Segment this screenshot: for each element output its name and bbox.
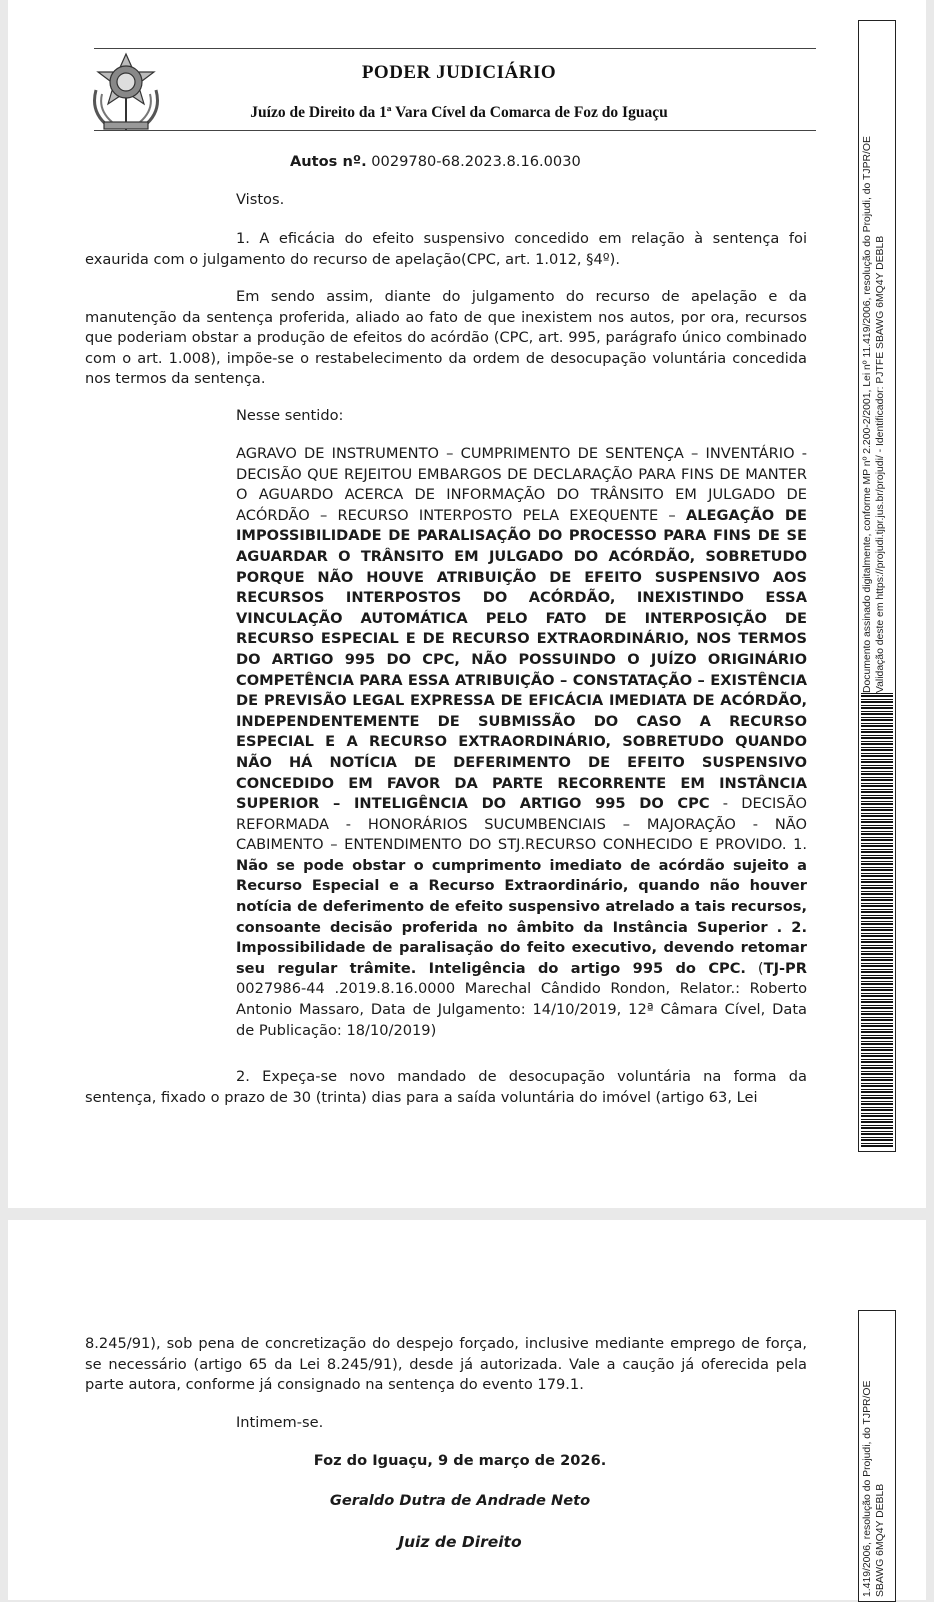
header-rule-bottom: [94, 130, 816, 131]
digital-signature-stamp-2: [858, 1310, 896, 1602]
case-number: [290, 152, 581, 173]
quote-part-c: - DECISÃO REFORMADA - HONORÁRIOS SUCUMBENCIAIS – MAJORAÇÃO - NÃO CABIMENTO – ENTENDIMENTO DO STJ.RECURSO CONHECIDO E PROVIDO. 1.: [236, 795, 808, 854]
document-page-1: [8, 0, 926, 1208]
quote-part-d: Não se pode obstar o cumprimento imediato de acórdão sujeito a Recurso Especial e a Recurso Extraordinário, quando não houver notícia de deferimento de efeito suspensivo atrelado a tais recursos, consoante decisão proferida no âmbito da Instância Superior . 2. Impossibilidade de paralisação do feito executivo, devendo retomar seu regular trâmite. Inteligência do artigo 995 do CPC.: [236, 856, 807, 977]
intimem-se: Intimem-se.: [236, 1414, 324, 1431]
case-number-value: 0029780-68.2023.8.16.0030: [371, 153, 581, 170]
digital-signature-stamp: [858, 20, 896, 1152]
quote-part-f: TJ-PR: [763, 959, 807, 977]
jurisprudence-quote: [236, 444, 807, 1041]
signature-stamp-text: [861, 136, 887, 693]
quote-part-a: AGRAVO DE INSTRUMENTO – CUMPRIMENTO DE SENTENÇA – INVENTÁRIO - DECISÃO QUE REJEITOU EMBARGOS DE DECLARAÇÃO PARA FINS DE MANTER O AGUARDO ACERCA DE INFORMAÇÃO DO TRÂNSITO EM JULGADO DE ACÓRDÃO – RECURSO INTERPOSTO PELA EXEQUENTE –: [236, 445, 807, 524]
quote-part-b: ALEGAÇÃO DE IMPOSSIBILIDADE DE PARALISAÇÃO DO PROCESSO PARA FINS DE SE AGUARDAR O TRÂNSITO EM JULGADO DO ACÓRDÃO, SOBRETUDO PORQUE NÃO HOUVE ATRIBUIÇÃO DE EFEITO SUSPENSIVO AOS RECURSOS INTERPOSTOS DO ACÓRDÃO, INEXISTINDO ESSA VINCULAÇÃO AUTOMÁTICA PELO FATO DE INTERPOSIÇÃO DE RECURSO ESPECIAL E DE RECURSO EXTRAORDINÁRIO, NOS TERMOS DO ARTIGO 995 DO CPC, NÃO POSSUINDO O JUÍZO ORIGINÁRIO COMPETÊNCIA PARA ESSA ATRIBUIÇÃO – CONSTATAÇÃO – EXISTÊNCIA DE PREVISÃO LEGAL EXPRESSA DE EFICÁCIA IMEDIATA DE ACÓRDÃO, INDEPENDENTEMENTE DE SUBMISSÃO DO CASO A RECURSO ESPECIAL E A RECURSO EXTRAORDINÁRIO, SOBRETUDO QUANDO NÃO HÁ NOTÍCIA DE DEFERIMENTO DE EFEITO SUSPENSIVO CONCEDIDO EM FAVOR DA PARTE RECORRENTE EM INSTÂNCIA SUPERIOR – INTELIGÊNCIA DO ARTIGO 995 DO CPC: [236, 506, 807, 813]
vistos: Vistos.: [236, 191, 285, 208]
barcode: [861, 693, 893, 1148]
stamp-2-line-1: 1.419/2006, resolução do Projudi, do TJPR/OE: [862, 1380, 873, 1597]
stamp-2-line-2: SBAWG 6MQ4Y DEBLB: [875, 1483, 886, 1597]
quote-part-g: 0027986-44 .2019.8.16.0000 Marechal Cândido Rondon, Relator.: Roberto Antonio Massaro, Data de Julgamento: 14/10/2019, 12ª Câmara Cível, Data de Publicação: 18/10/2019): [236, 980, 807, 1039]
paragraph-1: [85, 229, 807, 270]
signature-stamp-text-2: [861, 1381, 887, 1597]
stamp-line-1: Documento assinado digitalmente, conforme MP nº 2.200-2/2001, Lei nº 11.419/2006, resolução do Projudi, do TJPR/OE: [862, 136, 873, 693]
case-number-label: Autos nº.: [290, 153, 367, 170]
nesse-sentido: Nesse sentido:: [236, 407, 344, 424]
paragraph-2: [85, 287, 807, 390]
place-date: Foz do Iguaçu, 9 de março de 2026.: [313, 1452, 607, 1469]
paragraph-3-start-text: 2. Expeça-se novo mandado de desocupação voluntária na forma da sentença, fixado o prazo de 30 (trinta) dias para a saída voluntária do imóvel (artigo 63, Lei: [85, 1068, 807, 1106]
paragraph-1-text: 1. A eficácia do efeito suspensivo concedido em relação à sentença foi exaurida com o julgamento do recurso de apelação(CPC, art. 1.012, §4º).: [85, 230, 807, 268]
stamp-line-2: Validação deste em https://projudi.tjpr.jus.br/projudi/ - Identificador: PJTFE SBAWG 6MQ4Y DEBLB: [875, 235, 886, 693]
paragraph-3-cont: 8.245/91), sob pena de concretização do despejo forçado, inclusive mediante emprego de força, se necessário (artigo 65 da Lei 8.245/91), desde já autorizada. Vale a caução já oferecida pela parte autora, conforme já consignado na sentença do evento 179.1.: [85, 1335, 807, 1394]
quote-part-e: (: [745, 959, 764, 977]
paragraph-2-text: Em sendo assim, diante do julgamento do recurso de apelação e da manutenção da sentença proferida, aliado ao fato de que inexistem nos autos, por ora, recursos que poderiam obstar a produção de efeitos do acórdão (CPC, art. 995, parágrafo único combinado com o art. 1.008), impõe-se o restabelecimento da ordem de desocupação voluntária concedida nos termos da sentença.: [85, 288, 807, 388]
header-subtitle: Juízo de Direito da 1ª Vara Cível da Comarca de Foz do Iguaçu: [250, 104, 668, 121]
header-rule-top: [94, 48, 816, 49]
header-title: PODER JUDICIÁRIO: [361, 62, 557, 83]
document-page-2: [8, 1220, 926, 1600]
judge-name: Geraldo Dutra de Andrade Neto: [329, 1492, 591, 1509]
paragraph-3-start: [85, 1067, 807, 1108]
brazil-coat-of-arms-seal: [86, 50, 166, 134]
judge-title: Juiz de Direito: [398, 1533, 522, 1551]
